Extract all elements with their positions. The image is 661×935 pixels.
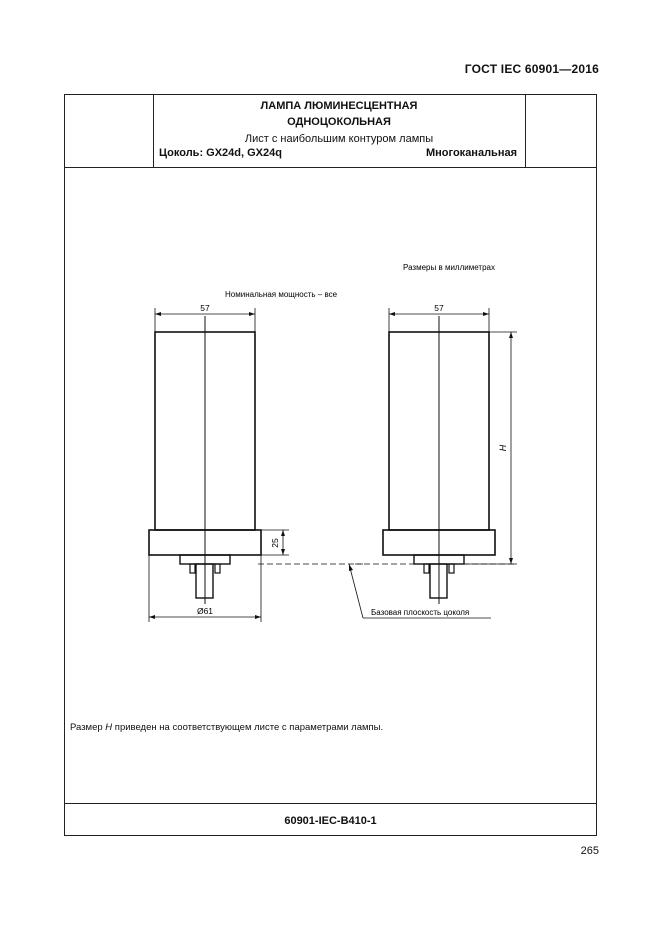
lamp-outline-drawing — [65, 168, 596, 708]
power-note: Номинальная мощность – все — [225, 290, 338, 299]
title-line-1: ЛАМПА ЛЮМИНЕСЦЕНТНАЯ — [260, 100, 418, 112]
title-divider-right — [525, 95, 526, 167]
footnote — [70, 722, 383, 733]
sheet-code: 60901-IEC-B410-1 — [284, 815, 377, 827]
lamp-left — [149, 308, 365, 622]
dim-height: H — [498, 444, 508, 452]
page-number: 265 — [580, 845, 599, 857]
lamp-right — [349, 308, 517, 618]
dim-width-right: 57 — [434, 303, 444, 313]
footer-line — [65, 803, 596, 804]
drawing-sheet-frame — [64, 94, 597, 836]
standard-header: ГОСТ IEC 60901—2016 — [464, 62, 599, 76]
title-line-2: ОДНОЦОКОЛЬНАЯ — [287, 116, 391, 128]
subtitle: Лист с наибольшим контуром лампы — [244, 133, 434, 145]
dim-diameter: Ø61 — [196, 606, 214, 616]
footnote-var: H — [105, 722, 113, 733]
lamp-type-label: Многоканальная — [426, 147, 517, 159]
dim-base-height: 25 — [270, 538, 280, 548]
units-note: Размеры в миллиметрах — [403, 263, 495, 272]
footnote-prefix: Размер — [70, 722, 106, 733]
footnote-text: приведен на соответствующем листе с параметрами лампы. — [112, 722, 384, 733]
ref-plane-label: Базовая плоскость цоколя — [371, 608, 470, 617]
cap-type-label: Цоколь: GX24d, GX24q — [159, 147, 282, 159]
dim-width-left: 57 — [200, 303, 210, 313]
